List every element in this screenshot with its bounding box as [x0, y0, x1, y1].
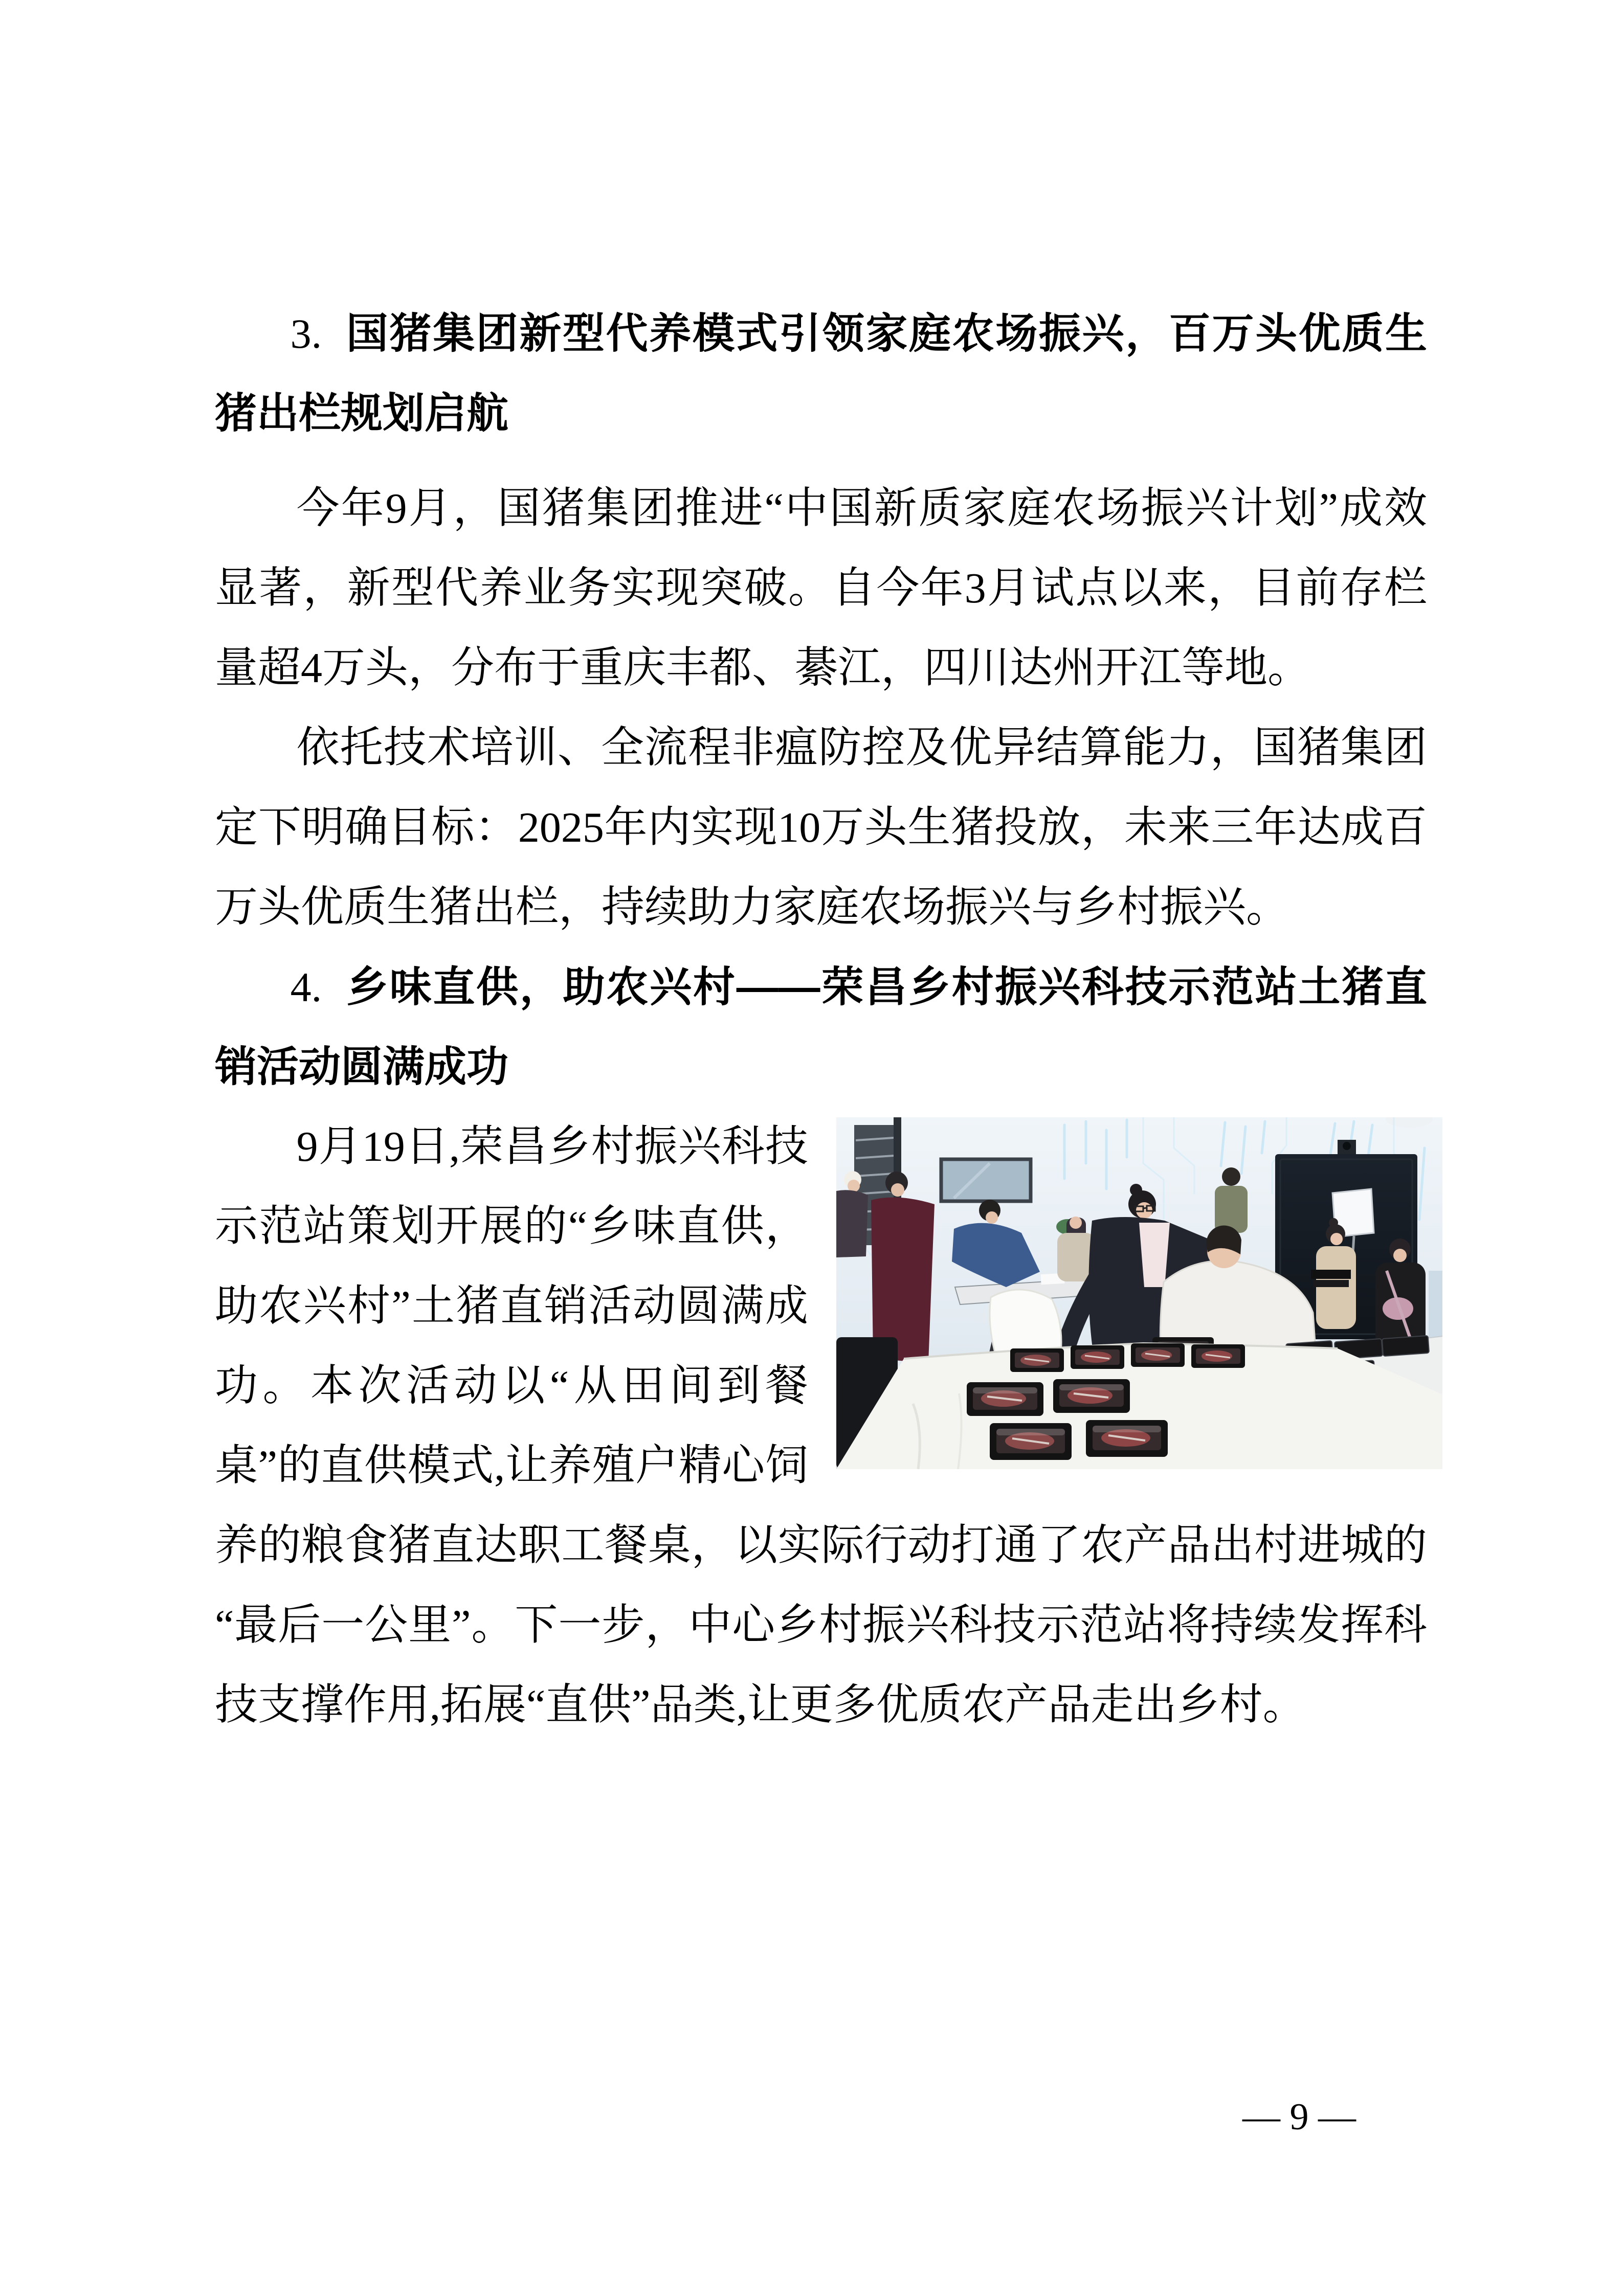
section-4-number: 4. [290, 964, 322, 1010]
section-4-paragraph-1-text: 9月19日,荣昌乡村振兴科技示范站策划开展的“乡味直供，助农兴村”土猪直销活动圆满成功。本次活动以“从田间到餐桌”的直供模式,让养殖户精心饲养的粮食猪直达职工餐桌，以实际行动打通了农产品出村进城的“最后一公里”。下一步，中心乡村振兴科技示范站将持续发挥科技支撑作用,拓展“直供”品类,让更多优质农产品走出乡村。 [215, 1123, 1427, 1729]
page-content [215, 0, 1427, 1745]
event-photo-illustration [836, 1117, 1442, 1469]
section-3-number: 3. [290, 310, 322, 357]
page-number: — 9 — [1242, 2096, 1356, 2138]
section-3-paragraph-1: 今年9月，国猪集团推进“中国新质家庭农场振兴计划”成效显著，新型代养业务实现突破。自今年3月试点以来，目前存栏量超4万头，分布于重庆丰都、綦江，四川达州开江等地。 [215, 485, 1427, 692]
event-photo [836, 1117, 1442, 1469]
section-4-heading [215, 948, 1427, 1107]
section-4-heading-text: 乡味直供，助农兴村——荣昌乡村振兴科技示范站土猪直销活动圆满成功 [215, 964, 1427, 1090]
section-3-heading-text: 国猪集团新型代养模式引领家庭农场振兴，百万头优质生猪出栏规划启航 [215, 310, 1427, 437]
section-4-paragraph-1 [215, 1107, 1427, 1745]
section-3-paragraph-2: 依托技术培训、全流程非瘟防控及优异结算能力，国猪集团定下明确目标：2025年内实现10万头生猪投放，未来三年达成百万头优质生猪出栏，持续助力家庭农场振兴与乡村振兴。 [215, 724, 1427, 931]
section-3-heading [215, 294, 1427, 454]
